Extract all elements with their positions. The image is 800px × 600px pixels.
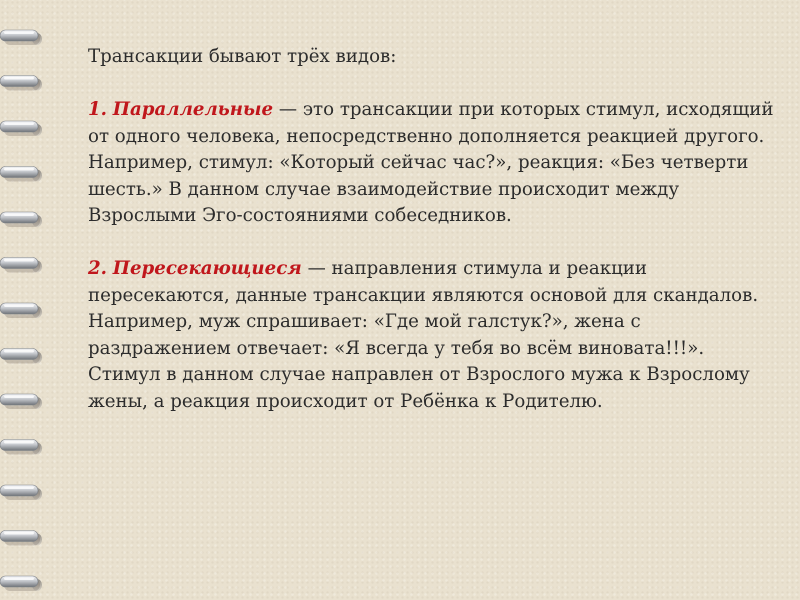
item-number: 1. <box>88 99 107 120</box>
binding-ring <box>0 349 42 364</box>
intro-text: Трансакции бывают трёх видов: <box>88 46 397 67</box>
binding-ring <box>0 30 42 45</box>
binding-ring <box>0 258 42 273</box>
binding-ring <box>0 76 42 91</box>
item-crossing <box>88 256 778 415</box>
binding-ring <box>0 167 42 182</box>
item-description: — это трансакции при которых стимул, исходящий от одного человека, непосредственно дополняется реакцией другого. Например, стимул: «Который сейчас час?», реакция: «Без четверти шесть.» В данном случае взаимодействие происходит между Взрослыми Эго-состояниями собеседников. <box>88 99 774 226</box>
binding-ring <box>0 394 42 409</box>
item-number: 2. <box>88 258 107 279</box>
term-parallel: Параллельные <box>112 99 274 120</box>
binding-ring <box>0 440 42 455</box>
term-crossing: Пересекающиеся <box>112 258 302 279</box>
binding-ring <box>0 485 42 500</box>
binding-ring <box>0 303 42 318</box>
slide-text <box>88 44 778 415</box>
item-parallel <box>88 97 778 230</box>
binding-ring <box>0 576 42 591</box>
binding-ring <box>0 121 42 136</box>
binding-ring <box>0 212 42 227</box>
binding-ring <box>0 531 42 546</box>
item-description: — направления стимула и реакции пересекаются, данные трансакции являются основой для скандалов. Например, муж спрашивает: «Где мой галстук?», жена с раздражением отвечает: «Я всегда у тебя во всём виновата!!!». Стимул в данном случае направлен от Взрослого мужа к Взрослому жены, а реакция происходит от Ребёнка к Родителю. <box>88 258 759 412</box>
